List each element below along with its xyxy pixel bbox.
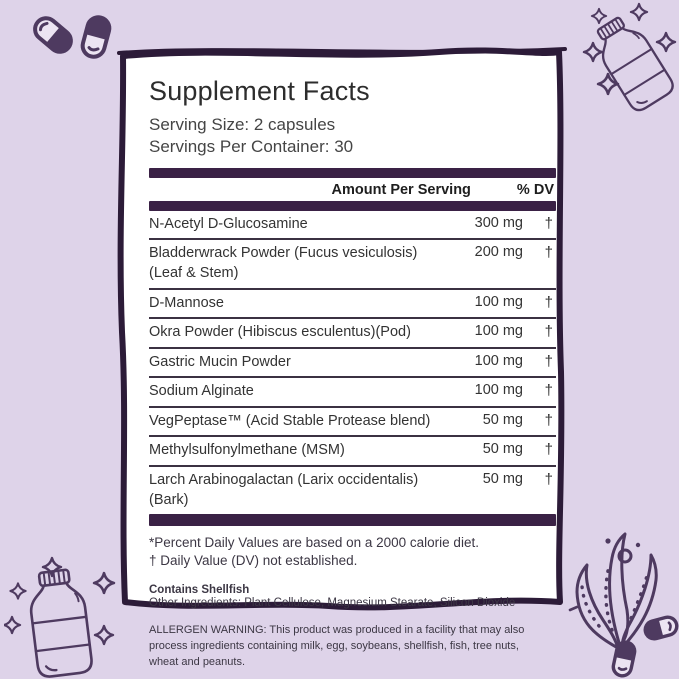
- ingredient-name: [149, 412, 459, 432]
- ingredient-dv: †: [544, 441, 553, 459]
- ingredient-amount: 50 mg: [482, 411, 523, 428]
- ingredient-amount: 300 mg: [474, 214, 523, 231]
- table-row: [149, 408, 556, 438]
- ingredient-dv: †: [544, 293, 553, 311]
- ingredient-dv: †: [544, 323, 553, 341]
- ingredient-dv: †: [544, 352, 553, 370]
- percent-dv-header: % DV: [516, 181, 554, 198]
- supplement-facts-panel: [109, 42, 573, 669]
- ingredient-amount: 50 mg: [482, 470, 523, 487]
- serving-size: Serving Size: 2 capsules: [149, 115, 336, 134]
- ingredient-name-line1: Methylsulfonylmethane (MSM): [149, 442, 345, 459]
- servings-per-container: Servings Per Container: 30: [149, 137, 354, 157]
- table-row: [149, 240, 556, 289]
- amount-per-serving-header: Amount Per Serving: [331, 181, 471, 198]
- ingredient-dv: †: [544, 244, 553, 262]
- contains-statement: Contains Shellfish: [149, 584, 250, 597]
- supplement-facts-title: Supplement Facts: [149, 76, 370, 106]
- ingredient-amount: 200 mg: [474, 244, 523, 261]
- table-top-bar: [149, 168, 556, 178]
- table-header: [149, 178, 556, 201]
- allergen-warning: ALLERGEN WARNING: This product was produced in a facility that may also process ingredients containing milk, egg, soybeans, shellfish, fish, tree nuts, wheat and peanuts.: [149, 624, 525, 669]
- ingredient-name-line1: Sodium Alginate: [149, 383, 254, 400]
- ingredient-dv: †: [544, 382, 553, 400]
- ingredient-dv: †: [544, 214, 553, 232]
- table-row: [149, 467, 556, 514]
- ingredient-dv: †: [544, 411, 553, 429]
- other-ingredients: Other Ingredients: Plant Cellulose, Magnesium Stearate, Silicon Dioxide: [149, 597, 516, 610]
- facts-rows: [149, 211, 556, 514]
- table-row: [149, 349, 556, 379]
- ingredient-amount: 100 mg: [474, 382, 523, 399]
- ingredient-name: [149, 353, 459, 373]
- ingredient-name: [149, 244, 459, 283]
- ingredient-amount: 100 mg: [474, 352, 523, 369]
- ingredient-name: [149, 294, 459, 314]
- ingredient-name: [149, 471, 459, 510]
- table-row: [149, 319, 556, 349]
- table-row: [149, 437, 556, 467]
- ingredient-name-line1: Bladderwrack Powder (Fucus vesiculosis): [149, 245, 418, 262]
- ingredient-name-line2: (Leaf & Stem): [149, 265, 239, 281]
- ingredient-name-line1: VegPeptase™ (Acid Stable Protease blend): [149, 412, 431, 429]
- ingredient-amount: 100 mg: [474, 323, 523, 340]
- facts-table: [149, 168, 556, 526]
- ingredient-name-line1: Okra Powder (Hibiscus esculentus)(Pod): [149, 324, 411, 341]
- ingredient-name-line1: Gastric Mucin Powder: [149, 353, 291, 370]
- ingredient-amount: 50 mg: [482, 441, 523, 458]
- ingredient-name: [149, 382, 459, 402]
- ingredient-name: [149, 215, 459, 235]
- ingredient-amount: 100 mg: [474, 293, 523, 310]
- supplement-bottle-sparkles-icon: [4, 553, 122, 679]
- table-header-bar: [149, 201, 556, 211]
- ingredient-name-line1: D-Mannose: [149, 294, 224, 311]
- ingredient-dv: †: [544, 470, 553, 488]
- ingredient-name-line2: (Bark): [149, 491, 189, 508]
- supplement-bottle-sparkles-icon: [581, 2, 678, 120]
- table-row: [149, 211, 556, 241]
- table-row: [149, 290, 556, 320]
- ingredient-name-line1: Larch Arabinogalactan (Larix occidentalis): [149, 471, 419, 488]
- seaweed-capsules-icon: [568, 530, 679, 679]
- footnotes: [149, 534, 556, 569]
- table-row: [149, 378, 556, 408]
- ingredient-name: [149, 323, 459, 343]
- table-bottom-bar: [149, 514, 556, 526]
- ingredient-name-line1: N-Acetyl D-Glucosamine: [149, 215, 308, 232]
- ingredient-name: [149, 441, 459, 461]
- footnote-daily-values: *Percent Daily Values are based on a 2000 calorie diet.: [149, 535, 479, 551]
- footnote-dv-not-established: † Daily Value (DV) not established.: [149, 552, 358, 568]
